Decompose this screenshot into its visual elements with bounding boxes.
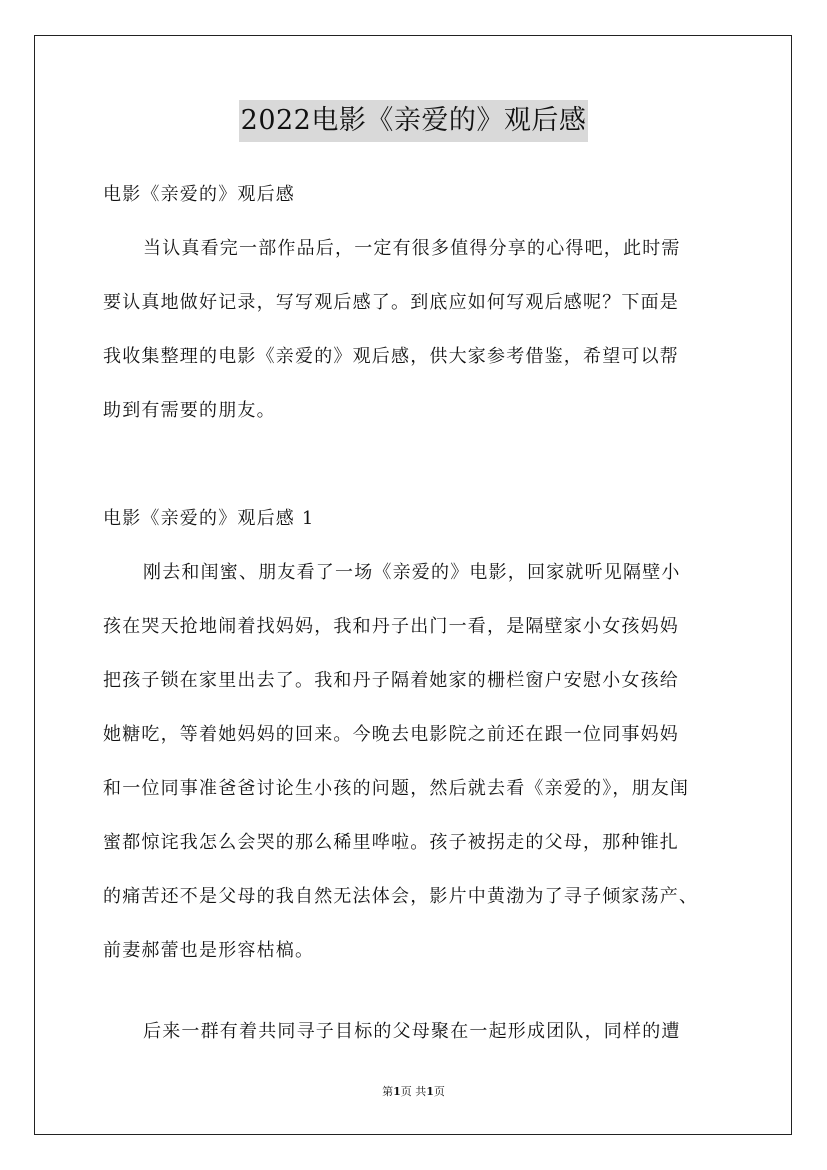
intro-line: 我收集整理的电影《亲爱的》观后感，供大家参考借鉴，希望可以帮 <box>103 346 679 367</box>
title-container <box>0 100 827 142</box>
intro-line: 要认真地做好记录，写写观后感了。到底应如何写观后感呢？下面是 <box>103 292 679 313</box>
body-line: 孩在哭天抢地闹着找妈妈，我和丹子出门一看，是隔壁家小女孩妈妈 <box>103 616 679 637</box>
body-line: 把孩子锁在家里出去了。我和丹子隔着她家的栅栏窗户安慰小女孩给 <box>103 670 679 691</box>
footer-page-current: 1 <box>393 1085 401 1098</box>
footer-page-suffix: 页 <box>433 1085 445 1098</box>
document-title: 2022电影《亲爱的》观后感 <box>239 100 589 142</box>
body-line: 前妻郝蕾也是形容枯槁。 <box>103 940 315 961</box>
footer-page-total: 1 <box>426 1085 434 1098</box>
body-line: 后来一群有着共同寻子目标的父母聚在一起形成团队，同样的遭 <box>143 1021 681 1042</box>
body-line: 的痛苦还不是父母的我自然无法体会，影片中黄渤为了寻子倾家荡产、 <box>103 886 699 907</box>
body-line: 蜜都惊诧我怎么会哭的那么稀里哗啦。孩子被拐走的父母，那种锥扎 <box>103 832 679 853</box>
intro-line: 助到有需要的朋友。 <box>103 400 276 421</box>
footer-page-mid: 页 共 <box>400 1085 427 1098</box>
page-footer <box>0 1084 827 1100</box>
document-subtitle: 电影《亲爱的》观后感 <box>103 184 295 205</box>
intro-line: 当认真看完一部作品后，一定有很多值得分享的心得吧，此时需 <box>143 238 681 259</box>
body-line: 刚去和闺蜜、朋友看了一场《亲爱的》电影，回家就听见隔壁小 <box>143 562 681 583</box>
section-heading: 电影《亲爱的》观后感 1 <box>103 508 315 529</box>
footer-page-prefix: 第 <box>382 1085 394 1098</box>
body-line: 和一位同事准爸爸讨论生小孩的问题，然后就去看《亲爱的》，朋友闺 <box>103 778 690 799</box>
body-line: 她糖吃，等着她妈妈的回来。今晚去电影院之前还在跟一位同事妈妈 <box>103 724 679 745</box>
